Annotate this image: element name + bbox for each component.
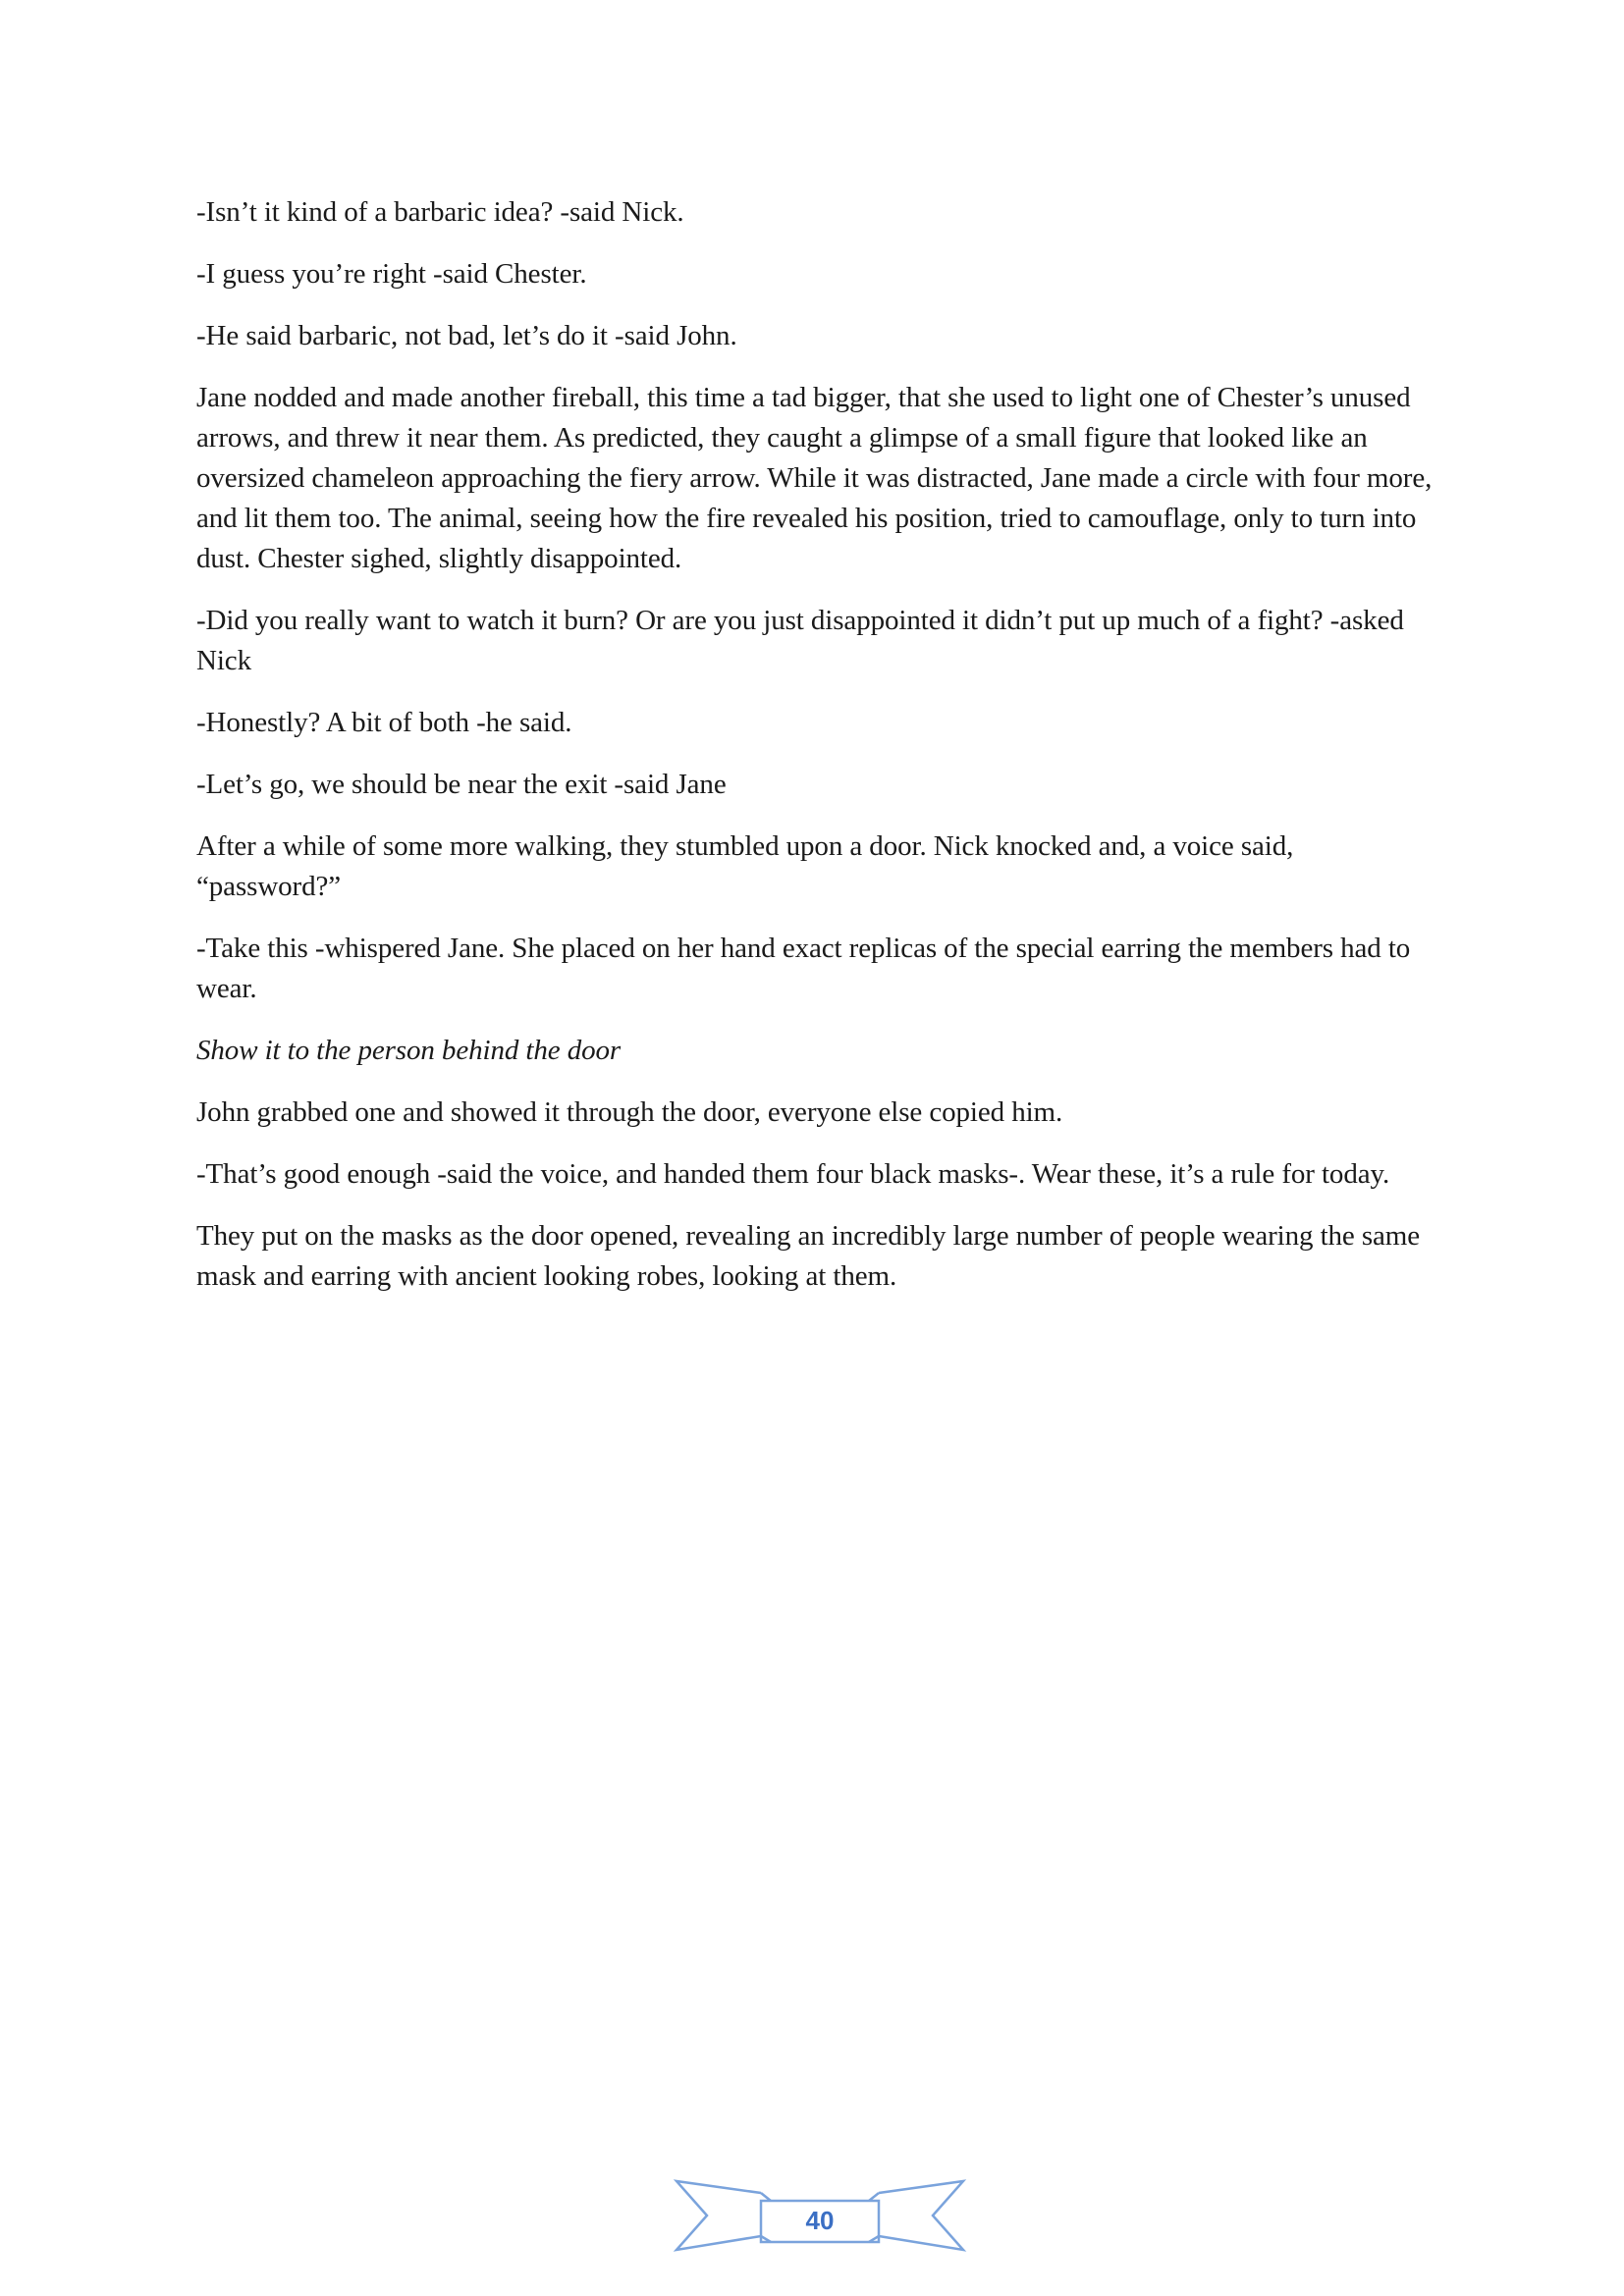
- paragraph: -I guess you’re right -said Chester.: [196, 258, 587, 290]
- paragraph: -He said barbaric, not bad, let’s do it -said John.: [196, 320, 737, 351]
- document-body: [196, 192, 1443, 1318]
- page-number: 40: [805, 2206, 835, 2235]
- paragraph: John grabbed one and showed it through the door, everyone else copied him.: [196, 1096, 1063, 1128]
- italic-paragraph: Show it to the person behind the door: [196, 1035, 622, 1066]
- page-footer: [673, 2171, 967, 2260]
- paragraph: Jane nodded and made another fireball, this time a tad bigger, that she used to light one of Chester’s unused arrows, and threw it near them. As predicted, they caught a glimpse of a small figure that looked like an oversized chameleon approaching the fiery arrow. While it was distracted, Jane made a circle with four more, and lit them too. The animal, seeing how the fire revealed his position, tried to camouflage, only to turn into dust. Chester sighed, slightly disappointed.: [196, 382, 1433, 574]
- paragraph: -Isn’t it kind of a barbaric idea? -said Nick.: [196, 196, 684, 228]
- paragraph: They put on the masks as the door opened, revealing an incredibly large number of people wearing the same mask and earring with ancient looking robes, looking at them.: [196, 1220, 1421, 1292]
- paragraph: -Let’s go, we should be near the exit -said Jane: [196, 769, 727, 800]
- paragraph: After a while of some more walking, they stumbled upon a door. Nick knocked and, a voice said, “password?”: [196, 830, 1294, 902]
- paragraph: -Did you really want to watch it burn? Or are you just disappointed it didn’t put up much of a fight? -asked Nick: [196, 605, 1404, 676]
- paragraph: -Take this -whispered Jane. She placed on her hand exact replicas of the special earring the members had to wear.: [196, 933, 1411, 1004]
- paragraph: -That’s good enough -said the voice, and handed them four black masks-. Wear these, it’s a rule for today.: [196, 1158, 1390, 1190]
- paragraph: -Honestly? A bit of both -he said.: [196, 707, 572, 738]
